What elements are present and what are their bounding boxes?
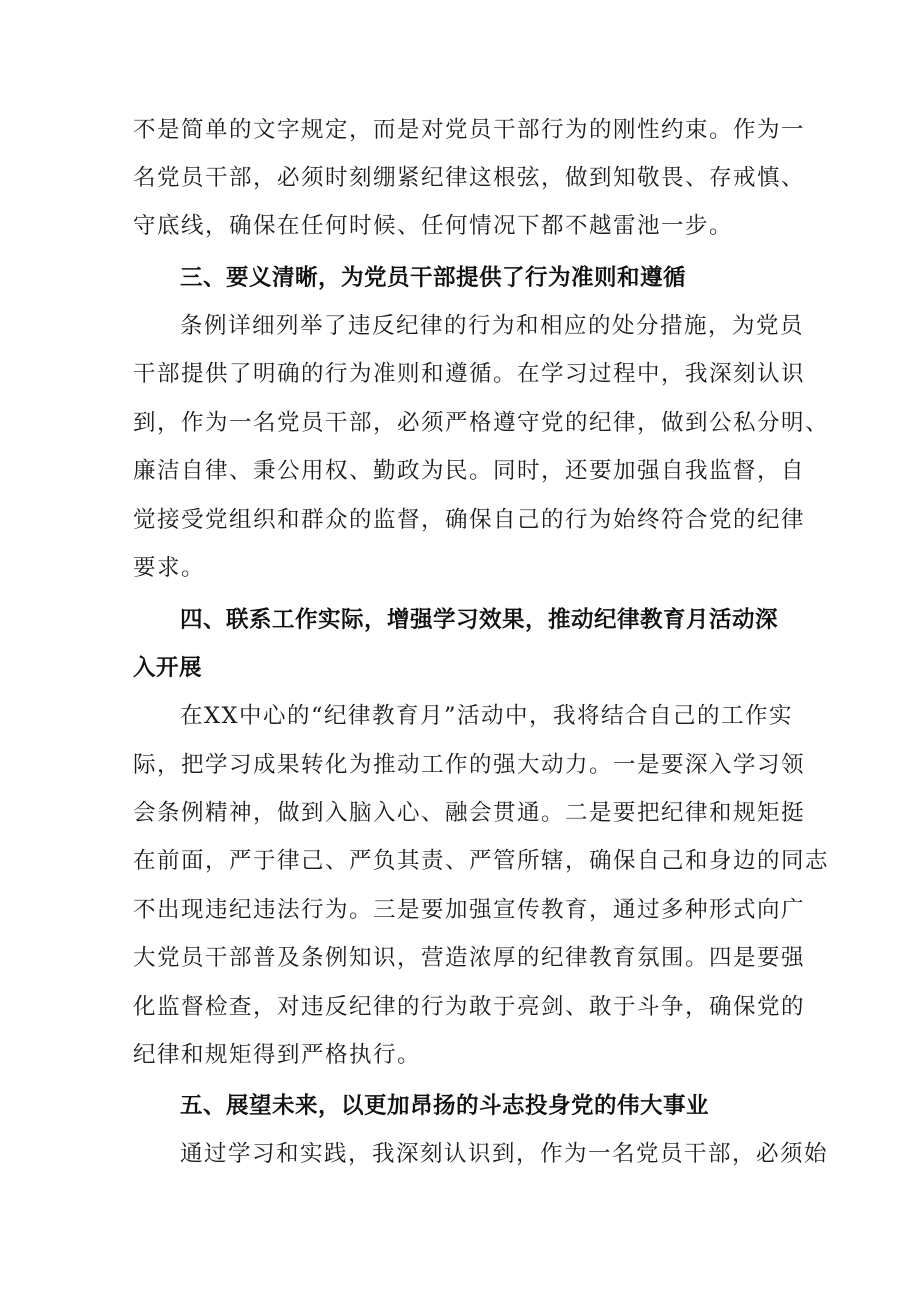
- paragraph-line: 不出现违纪违法行为。三是要加强宣传教育，通过多种形式向广: [133, 897, 806, 923]
- paragraph-line: 在XX中心的“纪律教育月”活动中，我将结合自己的工作实: [180, 703, 794, 729]
- paragraph-line: 化监督检查，对违反纪律的行为敢于亮剑、敢于斗争，确保党的: [133, 994, 806, 1020]
- section-heading-3: 三、要义清晰，为党员干部提供了行为准则和遵循: [180, 265, 687, 291]
- paragraph-line: 不是简单的文字规定，而是对党员干部行为的刚性约束。作为一: [133, 117, 806, 143]
- paragraph-line: 会条例精神，做到入脑入心、融会贯通。二是要把纪律和规矩挺: [133, 800, 806, 826]
- paragraph-line: 守底线，确保在任何时候、任何情况下都不越雷池一步。: [133, 213, 734, 239]
- paragraph-line: 通过学习和实践，我深刻认识到，作为一名党员干部，必须始: [180, 1141, 829, 1167]
- paragraph-line: 廉洁自律、秉公用权、勤政为民。同时，还要加强自我监督，自: [133, 458, 806, 484]
- section-heading-4-continued: 入开展: [133, 655, 203, 681]
- paragraph-line: 名党员干部，必须时刻绷紧纪律这根弦，做到知敬畏、存戒慎、: [133, 165, 806, 191]
- paragraph-line: 到，作为一名党员干部，必须严格遵守党的纪律，做到公私分明、: [133, 410, 830, 436]
- paragraph-line: 纪律和规矩得到严格执行。: [133, 1042, 422, 1068]
- paragraph-line: 在前面，严于律己、严负其责、严管所辖，确保自己和身边的同志: [133, 848, 830, 874]
- paragraph-line: 干部提供了明确的行为准则和遵循。在学习过程中，我深刻认识: [133, 361, 806, 387]
- section-heading-4: 四、联系工作实际，增强学习效果，推动纪律教育月活动深: [180, 607, 779, 633]
- paragraph-line: 要求。: [133, 555, 206, 581]
- paragraph-line: 际，把学习成果转化为推动工作的强大动力。一是要深入学习领: [133, 752, 806, 778]
- paragraph-line: 条例详细列举了违反纪律的行为和相应的处分措施，为党员: [180, 313, 805, 339]
- paragraph-line: 觉接受党组织和群众的监督，确保自己的行为始终符合党的纪律: [133, 507, 806, 533]
- section-heading-5: 五、展望未来，以更加昂扬的斗志投身党的伟大事业: [180, 1093, 710, 1119]
- paragraph-line: 大党员干部普及条例知识，营造浓厚的纪律教育氛围。四是要强: [133, 945, 806, 971]
